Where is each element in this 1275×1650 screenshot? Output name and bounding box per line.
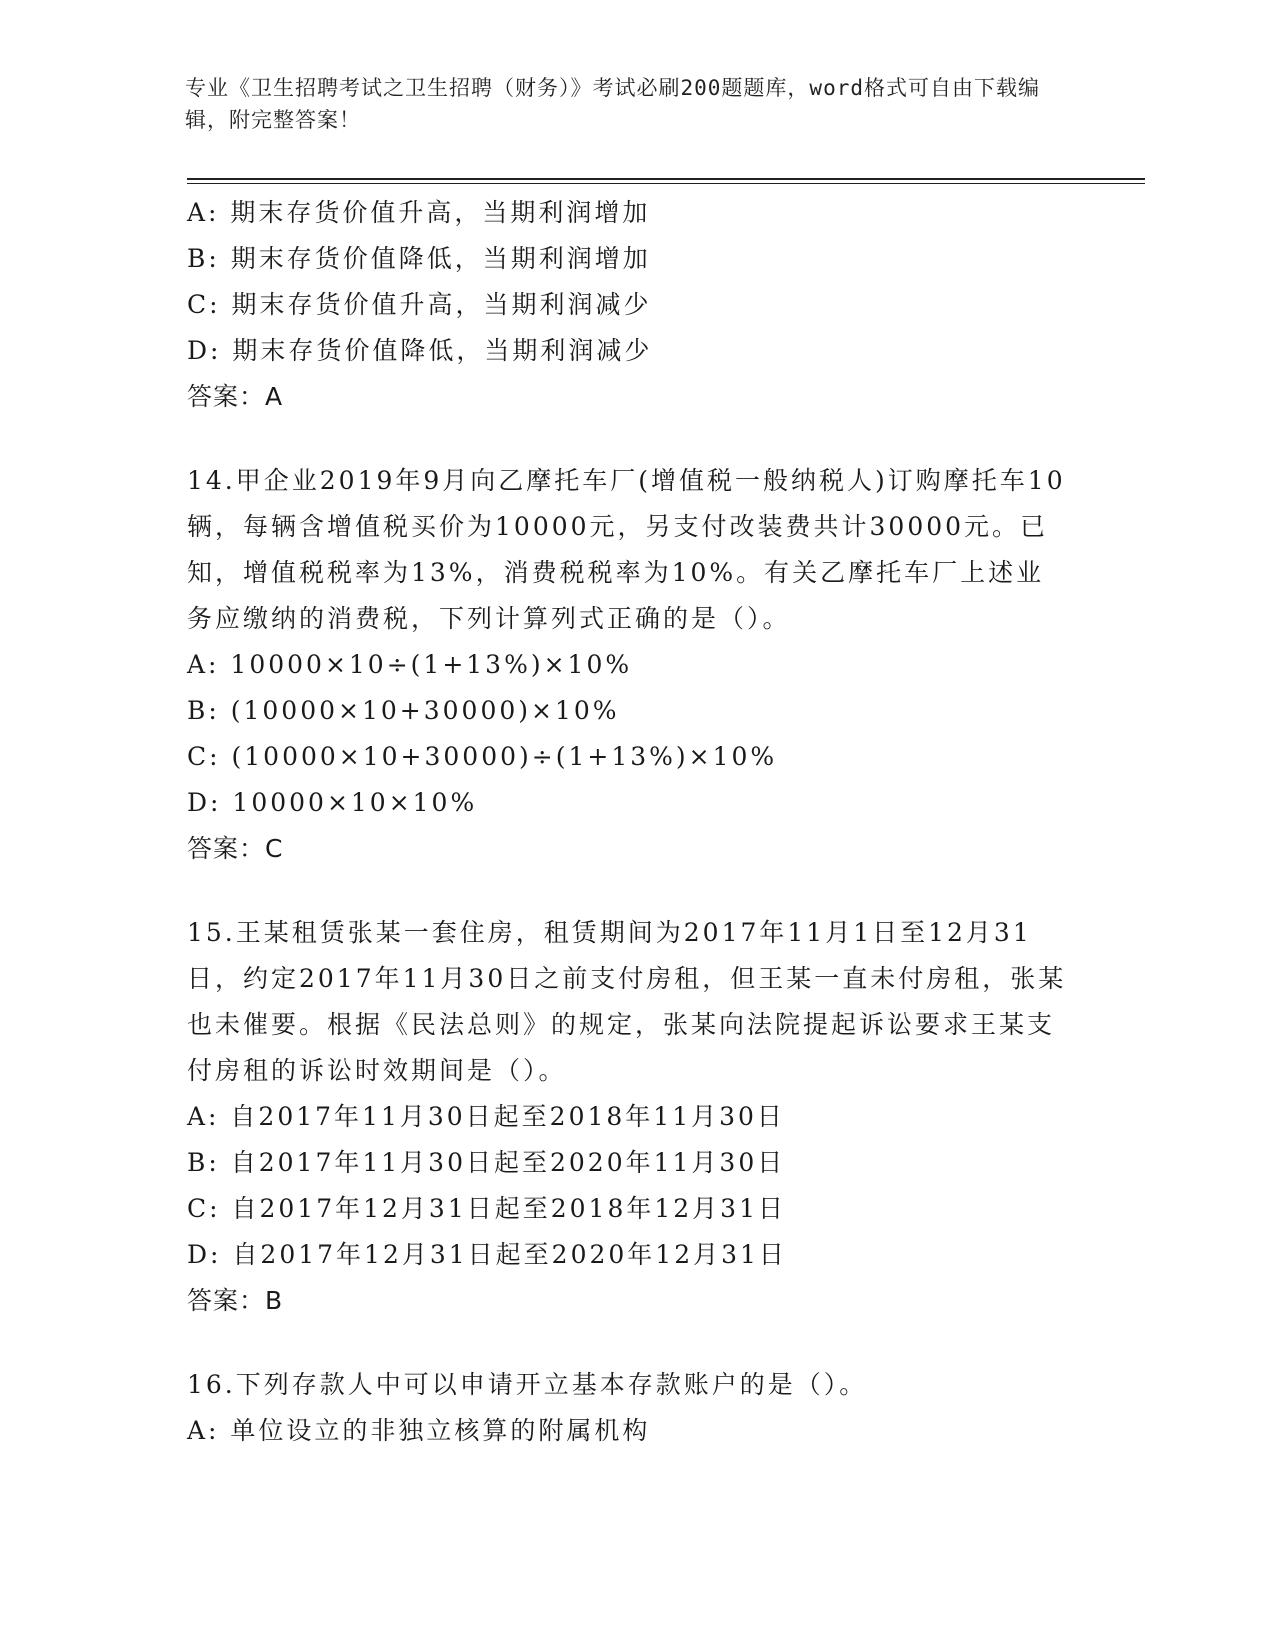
option-a: A: 10000×10÷(1+13%)×10% (187, 650, 633, 679)
header-rule-thick (187, 178, 1145, 180)
option-b: B: 期末存货价值降低，当期利润增加 (187, 244, 651, 273)
question-15 (187, 910, 1087, 1324)
question-13-tail (187, 190, 1087, 420)
question-stem: 16.下列存款人中可以申请开立基本存款账户的是（）。 (187, 1370, 868, 1399)
question-stem: 15.王某租赁张某一套住房，租赁期间为2017年11月1日至12月31日，约定2017年11月30日之前支付房租，但王某一直未付房租，张某也未催要。根据《民法总则》的规定，张某向法院提起诉讼要求王某支付房租的诉讼时效期间是（）。 (187, 918, 1067, 1085)
option-b: B: (10000×10+30000)×10% (187, 696, 620, 725)
option-a: A: 期末存货价值升高，当期利润增加 (187, 198, 651, 227)
question-14 (187, 458, 1087, 872)
answer: 答案：A (187, 382, 284, 411)
option-d: D: 自2017年12月31日起至2020年12月31日 (187, 1240, 787, 1269)
answer: 答案：C (187, 834, 284, 863)
answer: 答案：B (187, 1286, 284, 1315)
spacer (187, 420, 1087, 458)
option-c: C: (10000×10+30000)÷(1+13%)×10% (187, 742, 778, 771)
option-d: D: 期末存货价值降低，当期利润减少 (187, 336, 653, 365)
question-list (187, 190, 1087, 1454)
option-a: A: 自2017年11月30日起至2018年11月30日 (187, 1102, 785, 1131)
option-c: C: 期末存货价值升高，当期利润减少 (187, 290, 652, 319)
question-stem: 14.甲企业2019年9月向乙摩托车厂(增值税一般纳税人)订购摩托车10辆，每辆含增值税买价为10000元，另支付改装费共计30000元。已知，增值税税率为13%，消费税税率为10%。有关乙摩托车厂上述业务应缴纳的消费税，下列计算列式正确的是（）。 (187, 466, 1066, 633)
option-a: A: 单位设立的非独立核算的附属机构 (187, 1416, 651, 1445)
option-b: B: 自2017年11月30日起至2020年11月30日 (187, 1148, 786, 1177)
document-header: 专业《卫生招聘考试之卫生招聘（财务）》考试必刷200题题库，word格式可自由下载编辑，附完整答案！ (185, 76, 1040, 132)
header-rule-thin (187, 183, 1145, 184)
question-16 (187, 1362, 1087, 1454)
spacer (187, 1324, 1087, 1362)
option-d: D: 10000×10×10% (187, 788, 478, 817)
spacer (187, 872, 1087, 910)
option-c: C: 自2017年12月31日起至2018年12月31日 (187, 1194, 786, 1223)
